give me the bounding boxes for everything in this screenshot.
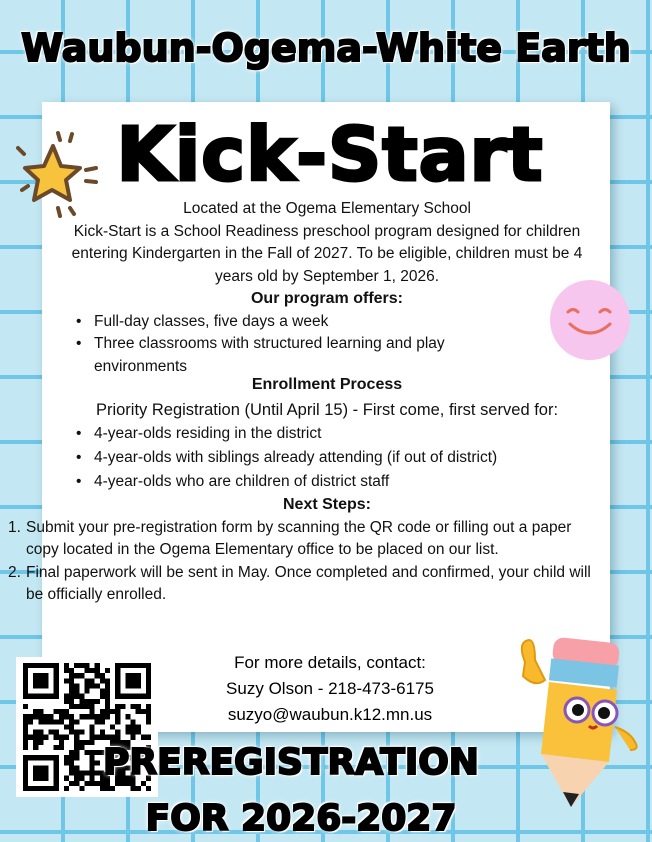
program-description: Kick-Start is a School Readiness preschool program designed for children entering Kindergarten in the Fall of 2027. To be eligible, children must be 4 years old by September 1, 2026. (71, 222, 583, 285)
offer-item: • Three classrooms with structured learning and play environments (76, 333, 518, 378)
preregistration-banner: PREREGISTRATION (103, 742, 479, 783)
contact-intro: For more details, contact: (234, 653, 426, 672)
contact-email[interactable]: suzyo@waubun.k12.mn.us (227, 705, 433, 724)
step-number: 2. (8, 563, 21, 581)
step-text: Submit your pre-registration form by scanning the QR code or filling out a paper copy located in the Ogema Elementary office to be placed on our list. (26, 518, 572, 558)
pencil-mascot-icon (505, 632, 650, 817)
step-item (8, 562, 598, 607)
priority-text: Priority Registration (Until April 15) - First come, first served for: (95, 400, 559, 419)
step-item (8, 517, 598, 562)
enrollment-item: • 4-year-olds residing in the district (76, 422, 608, 446)
school-year-banner: FOR 2026-2027 (145, 798, 457, 839)
offers-heading: Our program offers: (250, 290, 403, 307)
step-text: Final paperwork will be sent in May. Once completed and confirmed, your child will be officially enrolled. (26, 563, 591, 603)
offer-item: • Full-day classes, five days a week (76, 311, 518, 334)
step-number: 1. (8, 518, 21, 536)
next-steps-heading: Next Steps: (282, 496, 372, 513)
district-title: Waubun-Ogema-White Earth (21, 26, 631, 70)
enrollment-heading: Enrollment Process (251, 376, 403, 393)
enrollment-item: • 4-year-olds with siblings already attending (if out of district) (76, 446, 608, 470)
contact-name-phone: Suzy Olson - 218-473-6175 (226, 679, 434, 698)
program-title: Kick-Start (116, 112, 544, 198)
enrollment-item: • 4-year-olds who are children of district staff (76, 470, 608, 494)
location-text: Located at the Ogema Elementary School (183, 200, 471, 217)
